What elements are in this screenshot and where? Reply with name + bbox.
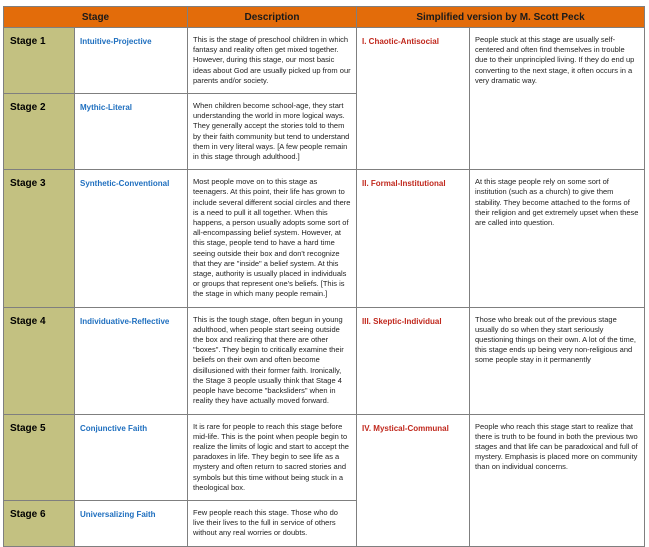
stage-label: Stage 5	[4, 414, 75, 500]
stage-description: When children become school-age, they start understanding the world in more logical ways. They generally accept the stories told to them by their faith community but tend to understand them in very literal ways. [A few people remain in this stage through adulthood.]	[188, 94, 357, 170]
stage-name: Synthetic-Conventional	[75, 170, 188, 307]
peck-stage-description: People stuck at this stage are usually self-centered and often find themselves in trouble due to their unprincipled living. If they do end up converting to the next stage, it often occurs in a very dramatic way.	[470, 28, 645, 170]
header-row	[4, 7, 645, 28]
stage-name: Universalizing Faith	[75, 500, 188, 546]
peck-stage-name: III. Skeptic-Individual	[357, 307, 470, 414]
stage-name: Mythic-Literal	[75, 94, 188, 170]
stage-description: Most people move on to this stage as teenagers. At this point, their life has grown to include several different social circles and there is a need to pull it all together. When this happens, a person usually adopts some sort of all-encompassing belief system. However, at this stage, people tend to have a hard time seeing outside their box and don't recognize that they are "inside" a belief system. At this stage, authority is usually placed in individuals or groups that represent one's beliefs. [This is the stage in which many people remain.]	[188, 170, 357, 307]
stage-description: Few people reach this stage. Those who do live their lives to the full in service of others without any real worries or doubts.	[188, 500, 357, 546]
table-row	[4, 170, 645, 307]
stage-label: Stage 4	[4, 307, 75, 414]
stage-name: Intuitive-Projective	[75, 28, 188, 94]
stage-description: It is rare for people to reach this stage before mid-life. This is the point when people begin to realize the limits of logic and start to accept the paradoxes in life. They begin to see life as a mystery and often return to sacred stories and symbols but this time without being stuck in a theological box.	[188, 414, 357, 500]
peck-stage-description: Those who break out of the previous stage usually do so when they start seriously questioning things on their own. A lot of the time, this stage ends up being very non-religious and some people stay in it permanently	[470, 307, 645, 414]
stage-label: Stage 3	[4, 170, 75, 307]
table-row	[4, 414, 645, 500]
peck-stage-description: People who reach this stage start to realize that there is truth to be found in both the previous two stages and that life can be paradoxical and full of mystery. Emphasis is placed more on community than on individual concerns.	[470, 414, 645, 546]
peck-stage-name: I. Chaotic-Antisocial	[357, 28, 470, 170]
table-row	[4, 307, 645, 414]
stage-description: This is the stage of preschool children in which fantasy and reality often get mixed together. However, during this stage, our most basic ideas about God are usually picked up from our parents and/or society.	[188, 28, 357, 94]
faith-stages-table	[3, 6, 645, 547]
peck-stage-name: IV. Mystical-Communal	[357, 414, 470, 546]
peck-stage-description: At this stage people rely on some sort of institution (such as a church) to give them stability. They become attached to the forms of their religion and get extremely upset when these are called into question.	[470, 170, 645, 307]
table-row	[4, 28, 645, 94]
header-description: Description	[188, 7, 357, 28]
stage-label: Stage 2	[4, 94, 75, 170]
stage-label: Stage 6	[4, 500, 75, 546]
stage-label: Stage 1	[4, 28, 75, 94]
stage-name: Conjunctive Faith	[75, 414, 188, 500]
peck-stage-name: II. Formal-Institutional	[357, 170, 470, 307]
header-stage: Stage	[4, 7, 188, 28]
header-peck: Simplified version by M. Scott Peck	[357, 7, 645, 28]
faith-stages-table-container	[3, 6, 644, 547]
stage-description: This is the tough stage, often begun in young adulthood, when people start seeing outside the box and realizing that there are other "boxes". They begin to critically examine their beliefs on their own and often become disillusioned with their former faith. Ironically, the Stage 3 people usually think that Stage 4 people have become "backsliders" when in reality they have actually moved forward.	[188, 307, 357, 414]
stage-name: Individuative-Reflective	[75, 307, 188, 414]
